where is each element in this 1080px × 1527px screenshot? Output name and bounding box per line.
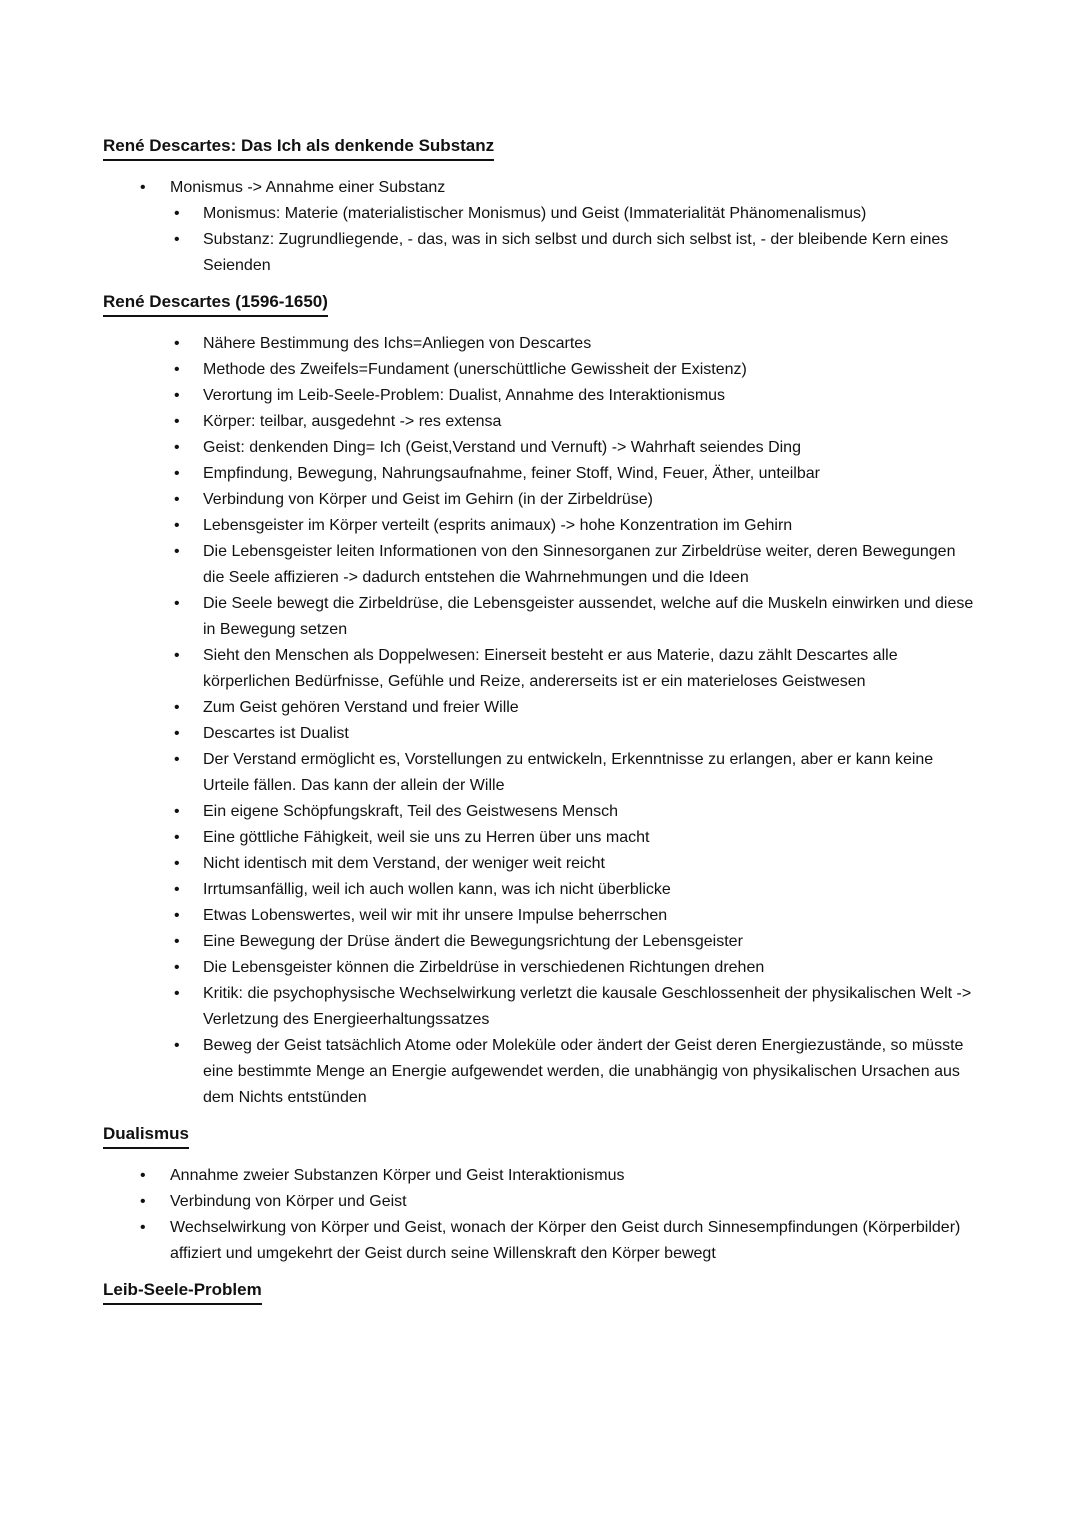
bullet-icon: • <box>174 1037 180 1054</box>
list-item <box>103 695 975 721</box>
bullet-icon: • <box>140 1193 146 1210</box>
list-item <box>103 903 975 929</box>
list-item <box>103 1189 975 1215</box>
list-item <box>103 721 975 747</box>
bullet-icon: • <box>174 595 180 612</box>
list-item <box>103 461 975 487</box>
bullet-icon: • <box>174 803 180 820</box>
section-heading <box>103 289 975 317</box>
list-item <box>103 799 975 825</box>
list-item <box>103 513 975 539</box>
list-item <box>103 201 975 227</box>
list-item <box>103 383 975 409</box>
list-item <box>103 981 975 1033</box>
list-item <box>103 1163 975 1189</box>
bullet-icon: • <box>174 517 180 534</box>
list-item-text: Die Lebensgeister können die Zirbeldrüse in verschiedenen Richtungen drehen <box>203 959 765 976</box>
section-heading <box>103 1121 975 1149</box>
list-item-text: Monismus -> Annahme einer Substanz <box>170 179 446 196</box>
bullet-icon: • <box>174 335 180 352</box>
list-item <box>103 331 975 357</box>
list-item <box>103 955 975 981</box>
bullet-icon: • <box>174 387 180 404</box>
bullet-icon: • <box>174 543 180 560</box>
bullet-list <box>103 331 975 1111</box>
bullet-icon: • <box>140 1219 146 1236</box>
document-section <box>103 133 975 279</box>
bullet-icon: • <box>174 725 180 742</box>
section-heading-text: Dualismus <box>103 1121 189 1149</box>
list-item <box>103 643 975 695</box>
list-item-text: Körper: teilbar, ausgedehnt -> res extensa <box>203 413 502 430</box>
bullet-icon: • <box>174 699 180 716</box>
list-item-text: Der Verstand ermöglicht es, Vorstellungen zu entwickeln, Erkenntnisse zu erlangen, aber er kann keine Urteile fällen. Das kann der allein der Wille <box>203 751 934 794</box>
bullet-icon: • <box>174 205 180 222</box>
bullet-list <box>103 175 975 279</box>
list-item-text: Monismus: Materie (materialistischer Monismus) und Geist (Immaterialität Phänomenalismus) <box>203 205 867 222</box>
list-item-text: Descartes ist Dualist <box>203 725 349 742</box>
document-section <box>103 1277 975 1305</box>
bullet-icon: • <box>174 465 180 482</box>
list-item <box>103 929 975 955</box>
bullet-icon: • <box>174 413 180 430</box>
list-item <box>103 409 975 435</box>
bullet-icon: • <box>174 491 180 508</box>
bullet-icon: • <box>174 907 180 924</box>
bullet-icon: • <box>174 881 180 898</box>
bullet-icon: • <box>174 231 180 248</box>
list-item-text: Nähere Bestimmung des Ichs=Anliegen von Descartes <box>203 335 592 352</box>
section-heading-text: Leib-Seele-Problem <box>103 1277 262 1305</box>
list-item-text: Empfindung, Bewegung, Nahrungsaufnahme, feiner Stoff, Wind, Feuer, Äther, unteilbar <box>203 465 820 482</box>
list-item-text: Etwas Lobenswertes, weil wir mit ihr unsere Impulse beherrschen <box>203 907 668 924</box>
list-item-text: Annahme zweier Substanzen Körper und Geist Interaktionismus <box>170 1167 625 1184</box>
list-item-text: Sieht den Menschen als Doppelwesen: Einerseit besteht er aus Materie, dazu zählt Descartes alle körperlichen Bedürfnisse, Gefühle und Reize, andererseits ist er ein materieloses Geistwesen <box>203 647 898 690</box>
bullet-icon: • <box>174 855 180 872</box>
section-heading-text: René Descartes (1596-1650) <box>103 289 328 317</box>
list-item-text: Verbindung von Körper und Geist <box>170 1193 407 1210</box>
list-item <box>103 435 975 461</box>
bullet-icon: • <box>140 179 146 196</box>
list-item-text: Zum Geist gehören Verstand und freier Wille <box>203 699 519 716</box>
list-item-text: Die Seele bewegt die Zirbeldrüse, die Lebensgeister aussendet, welche auf die Muskeln einwirken und diese in Bewegung setzen <box>203 595 974 638</box>
list-item <box>103 591 975 643</box>
list-item <box>103 1215 975 1267</box>
list-item-text: Substanz: Zugrundliegende, - das, was in sich selbst und durch sich selbst ist, - der bleibende Kern eines Seienden <box>203 231 949 274</box>
list-item-text: Die Lebensgeister leiten Informationen von den Sinnesorganen zur Zirbeldrüse weiter, deren Bewegungen die Seele affizieren -> dadurch entstehen die Wahrnehmungen und die Ideen <box>203 543 956 586</box>
list-item-text: Eine Bewegung der Drüse ändert die Bewegungsrichtung der Lebensgeister <box>203 933 743 950</box>
list-item <box>103 487 975 513</box>
list-item-text: Ein eigene Schöpfungskraft, Teil des Geistwesens Mensch <box>203 803 619 820</box>
section-heading <box>103 133 975 161</box>
list-item-text: Wechselwirkung von Körper und Geist, wonach der Körper den Geist durch Sinnesempfindungen (Körperbilder) affiziert und umgekehrt der Geist durch seine Willenskraft den Körper bewegt <box>170 1219 961 1262</box>
list-item-text: Geist: denkenden Ding= Ich (Geist,Verstand und Vernuft) -> Wahrhaft seiendes Ding <box>203 439 801 456</box>
section-heading <box>103 1277 975 1305</box>
list-item-text: Beweg der Geist tatsächlich Atome oder Moleküle oder ändert der Geist deren Energiezustände, so müsste eine bestimmte Menge an Energie aufgewendet werden, die unabhängig von physikalischen Ursachen aus dem Nichts entstünden <box>203 1037 964 1106</box>
list-item-text: Verortung im Leib-Seele-Problem: Dualist, Annahme des Interaktionismus <box>203 387 726 404</box>
list-item <box>103 747 975 799</box>
list-item <box>103 227 975 279</box>
list-item-text: Kritik: die psychophysische Wechselwirkung verletzt die kausale Geschlossenheit der physikalischen Welt -> Verletzung des Energieerhaltungssatzes <box>203 985 972 1028</box>
bullet-icon: • <box>174 439 180 456</box>
list-item-text: Irrtumsanfällig, weil ich auch wollen kann, was ich nicht überblicke <box>203 881 671 898</box>
list-item <box>103 877 975 903</box>
bullet-icon: • <box>174 361 180 378</box>
bullet-icon: • <box>174 647 180 664</box>
bullet-list <box>103 1163 975 1267</box>
list-item-text: Lebensgeister im Körper verteilt (esprits animaux) -> hohe Konzentration im Gehirn <box>203 517 793 534</box>
list-item-text: Nicht identisch mit dem Verstand, der weniger weit reicht <box>203 855 605 872</box>
list-item <box>103 1033 975 1111</box>
list-item-text: Methode des Zweifels=Fundament (unerschüttliche Gewissheit der Existenz) <box>203 361 747 378</box>
bullet-icon: • <box>174 751 180 768</box>
section-heading-text: René Descartes: Das Ich als denkende Substanz <box>103 133 494 161</box>
list-item <box>103 825 975 851</box>
bullet-icon: • <box>174 933 180 950</box>
list-item <box>103 175 975 201</box>
list-item <box>103 851 975 877</box>
list-item <box>103 539 975 591</box>
list-item <box>103 357 975 383</box>
list-item-text: Verbindung von Körper und Geist im Gehirn (in der Zirbeldrüse) <box>203 491 653 508</box>
bullet-icon: • <box>140 1167 146 1184</box>
bullet-icon: • <box>174 959 180 976</box>
document-section <box>103 1121 975 1267</box>
bullet-icon: • <box>174 829 180 846</box>
bullet-icon: • <box>174 985 180 1002</box>
document-section <box>103 289 975 1111</box>
list-item-text: Eine göttliche Fähigkeit, weil sie uns zu Herren über uns macht <box>203 829 650 846</box>
